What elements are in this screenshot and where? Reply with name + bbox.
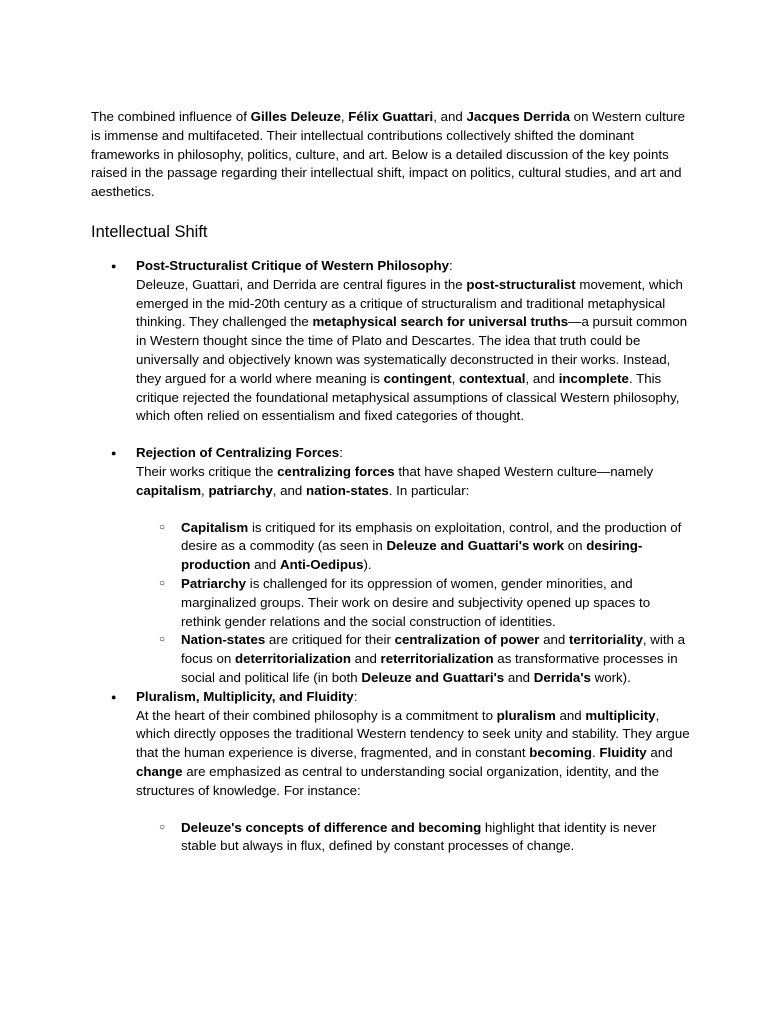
text-run: ,: [451, 370, 459, 386]
text-run: are critiqued for their: [265, 632, 395, 648]
bold-text: Capitalism: [181, 519, 249, 535]
bullet-title: Pluralism, Multiplicity, and Fluidity: [136, 688, 354, 704]
bullet-item: [91, 444, 691, 688]
bold-text: contingent: [383, 370, 452, 386]
text-run: , which directly opposes the traditional Western tendency to seek unity and stability. They argue that the human experience is diverse, fragmented, and in constant: [136, 707, 690, 761]
text-run: . This critique rejected the foundational metaphysical assumptions of classical Western philosophy, which often relied on essentialism and fixed categories of thought.: [136, 370, 680, 424]
bold-text: Patriarchy: [181, 575, 247, 591]
bold-text: territoriality: [568, 632, 643, 648]
bold-text: Félix Guattari: [348, 109, 434, 124]
bold-text: reterritorialization: [380, 651, 494, 667]
bullet-body: [136, 707, 691, 801]
bullet-title-suffix: :: [353, 688, 358, 704]
section-heading: Intellectual Shift: [91, 222, 208, 241]
text-run: and: [250, 557, 281, 573]
bold-text: patriarchy: [208, 482, 273, 498]
bold-text: Deleuze and Guattari's: [361, 669, 505, 685]
sub-bullet-item: [136, 819, 691, 857]
text-run: —a pursuit common in Western thought since the time of Plato and Descartes. The idea that truth could be universally and objectively known was systematically deconstructed in their works. Instead, they argued for a world where meaning is: [136, 314, 688, 386]
bold-text: Derrida's: [533, 669, 591, 685]
bold-text: deterritorialization: [234, 651, 351, 667]
bold-text: Fluidity: [599, 745, 647, 761]
bullet-item: [91, 257, 691, 426]
text-run: is challenged for its oppression of women, gender minorities, and marginalized groups. Their work on desire and subjectivity opened up spaces to rethink gender relations and the social construction of identities.: [181, 575, 651, 629]
bold-text: Nation-states: [181, 632, 266, 648]
bullet-item: [91, 688, 691, 856]
text-run: highlight that identity is never stable but always in flux, defined by constant processes of change.: [181, 819, 657, 854]
text-run: movement, which emerged in the mid-20th century as a critique of structuralism and traditional metaphysical thinking. They challenged the: [136, 276, 683, 330]
bold-text: pluralism: [496, 707, 556, 723]
text-run: is critiqued for its emphasis on exploitation, control, and the production of desire as a commodity (as seen in: [181, 519, 682, 554]
text-run: and: [350, 651, 381, 667]
text-run: The combined influence of: [91, 109, 251, 124]
sub-bullet-item: [136, 631, 691, 687]
text-run: .: [592, 745, 600, 761]
bullet-list: [91, 257, 691, 856]
bold-text: multiplicity: [585, 707, 656, 723]
text-run: ).: [363, 557, 372, 573]
text-run: , and: [433, 109, 467, 124]
text-run: that have shaped Western culture—namely: [394, 463, 654, 479]
text-run: ,: [201, 482, 209, 498]
bold-text: becoming: [529, 745, 593, 761]
text-run: ,: [340, 109, 349, 124]
text-run: and: [646, 745, 673, 761]
bullet-body: [136, 276, 691, 426]
bold-text: capitalism: [136, 482, 202, 498]
text-run: , and: [525, 370, 559, 386]
bullet-title: Rejection of Centralizing Forces: [136, 445, 340, 461]
bold-text: Deleuze's concepts of difference and becoming: [181, 819, 482, 835]
text-run: on Western culture is immense and multifaceted. Their intellectual contributions collectively shifted the dominant frameworks in philosophy, politics, culture, and art. Below is a detailed discussion of the key points raised in the passage regarding their intellectual shift, impact on politics, cultural studies, and art and aesthetics.: [91, 109, 686, 200]
bold-text: metaphysical search for universal truths: [312, 314, 569, 330]
text-run: as transformative processes in social and political life (in both: [181, 651, 678, 685]
bullet-title: Post-Structuralist Critique of Western Philosophy: [136, 257, 450, 273]
bold-text: incomplete: [558, 370, 629, 386]
sub-bullet-list: [136, 519, 691, 688]
text-run: Their works critique the: [136, 463, 278, 479]
intro-paragraph: [91, 108, 691, 202]
sub-bullet-item: [136, 575, 691, 631]
bold-text: contextual: [458, 370, 526, 386]
bold-text: Jacques Derrida: [466, 109, 570, 124]
bold-text: Gilles Deleuze: [250, 109, 341, 124]
sub-bullet-item: [136, 519, 691, 575]
sub-bullet-list: [136, 819, 691, 857]
text-run: on: [564, 538, 587, 554]
text-run: At the heart of their combined philosophy is a commitment to: [136, 707, 497, 723]
text-run: and: [504, 669, 534, 685]
bold-text: desiring-production: [181, 538, 643, 573]
bold-text: change: [136, 763, 183, 779]
bold-text: nation-states: [306, 482, 389, 498]
text-run: . In particular:: [388, 482, 470, 498]
text-run: are emphasized as central to understanding social organization, identity, and the structures of knowledge. For instance:: [136, 763, 660, 798]
bullet-body: [136, 463, 691, 501]
bold-text: post-structuralist: [466, 276, 576, 292]
bold-text: centralizing forces: [277, 463, 395, 479]
text-run: and: [539, 632, 569, 648]
bold-text: Deleuze and Guattari's work: [386, 538, 565, 554]
bold-text: centralization of power: [394, 632, 540, 648]
text-run: work).: [590, 669, 631, 685]
text-run: Deleuze, Guattari, and Derrida are central figures in the: [136, 276, 467, 292]
document-page: [91, 108, 691, 856]
text-run: and: [555, 707, 586, 723]
text-run: , with a focus on: [181, 632, 685, 667]
text-run: , and: [272, 482, 307, 498]
bold-text: Anti-Oedipus: [280, 557, 364, 573]
bullet-title-suffix: :: [339, 445, 343, 461]
bullet-title-suffix: :: [449, 257, 453, 273]
